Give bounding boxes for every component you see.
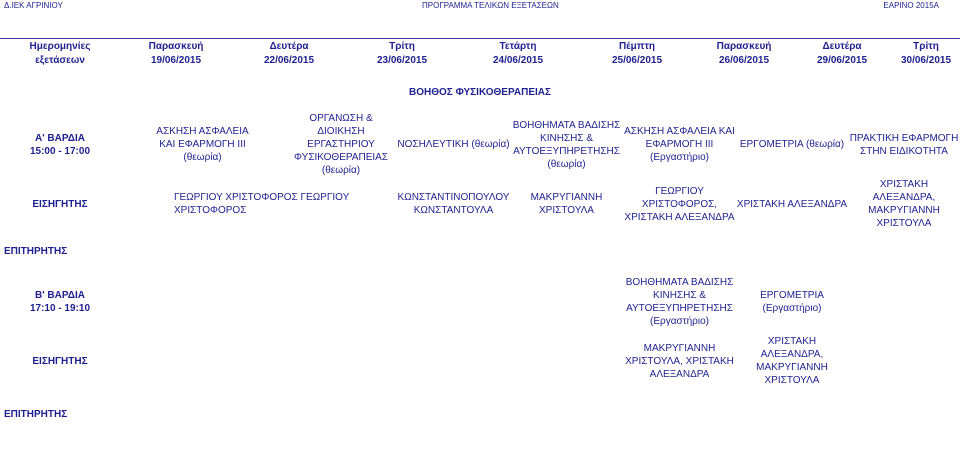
course-cell: ΠΡΑΚΤΙΚΗ ΕΦΑΡΜΟΓΗ ΣΤΗΝ ΕΙΔΙΚΟΤΗΤΑ xyxy=(849,132,959,157)
examiner-label: ΕΙΣΗΓΗΤΗΣ xyxy=(32,355,88,367)
date-col-2: Δευτέρα 22/06/2015 xyxy=(263,41,315,66)
supervisor-label: ΕΠΙΤΗΡΗΤΗΣ xyxy=(4,245,68,257)
examiner-cell: ΜΑΚΡΥΓΙΑΝΝΗ ΧΡΙΣΤΟΥΛΑ, ΧΡΙΣΤΑΚΗ ΑΛΕΞΑΝΔΡΑ xyxy=(625,342,734,380)
specialty-title: ΒΟΗΘΟΣ ΦΥΣΙΚΟΘΕΡΑΠΕΙΑΣ xyxy=(409,87,551,98)
document-title: ΠΡΟΓΡΑΜΜΑ ΤΕΛΙΚΩΝ ΕΞΕΤΑΣΕΩΝ xyxy=(422,1,559,10)
examiner-label: ΕΙΣΗΓΗΤΗΣ xyxy=(32,198,88,210)
semA-label: Α' ΒΑΡΔΙΑ 15:00 - 17:00 xyxy=(29,132,91,157)
date-col-4: Τετάρτη 24/06/2015 xyxy=(492,41,544,66)
examiner-cell: ΧΡΙΣΤΑΚΗ ΑΛΕΞΑΝΔΡΑ xyxy=(736,198,848,210)
date-col-1: Παρασκευή 19/06/2015 xyxy=(148,41,204,66)
supervisor-label: ΕΠΙΤΗΡΗΤΗΣ xyxy=(4,408,68,420)
semA-course-row xyxy=(0,112,960,177)
examiner-cell: ΜΑΚΡΥΓΙΑΝΝΗ ΧΡΙΣΤΟΥΛΑ xyxy=(530,192,603,216)
semester-label: ΕΑΡΙΝΟ 2015Α xyxy=(883,1,939,10)
examiner-cell: ΓΕΩΡΓΙΟΥ ΧΡΙΣΤΟΦΟΡΟΣ ΓΕΩΡΓΙΟΥ ΧΡΙΣΤΟΦΟΡΟΣ xyxy=(174,192,350,216)
date-col-8: Τρίτη 30/06/2015 xyxy=(900,41,952,66)
dates-header xyxy=(0,40,960,68)
semB-course-row xyxy=(0,271,960,333)
semB-examiner-row xyxy=(0,333,960,389)
course-cell: ΑΣΚΗΣΗ ΑΣΦΑΛΕΙΑ ΚΑΙ ΕΦΑΡΜΟΓΗ ΙΙΙ (Εργαστήριο) xyxy=(624,126,735,163)
course-cell: ΑΣΚΗΣΗ ΑΣΦΑΛΕΙΑ ΚΑΙ ΕΦΑΡΜΟΓΗ ΙΙΙ (θεωρία) xyxy=(156,126,249,163)
school-name: Δ.ΙΕΚ ΑΓΡΙΝΙΟΥ xyxy=(4,1,63,10)
examiner-cell: ΧΡΙΣΤΑΚΗ ΑΛΕΞΑΝΔΡΑ, ΜΑΚΡΥΓΙΑΝΝΗ ΧΡΙΣΤΟΥΛΑ xyxy=(868,179,940,229)
examiner-cell: ΧΡΙΣΤΑΚΗ ΑΛΕΞΑΝΔΡΑ, ΜΑΚΡΥΓΙΑΝΝΗ ΧΡΙΣΤΟΥΛΑ xyxy=(756,336,828,386)
date-col-5: Πέμπτη 25/06/2015 xyxy=(611,41,663,66)
semA-examiner-row xyxy=(0,177,960,231)
semB-supervisor-row xyxy=(0,389,960,439)
date-col-3: Τρίτη 23/06/2015 xyxy=(376,41,428,66)
course-cell: ΒΟΗΘΗΜΑΤΑ ΒΑΔΙΣΗΣ ΚΙΝΗΣΗΣ & ΑΥΤΟΕΞΥΠΗΡΕΤΗΣΗΣ (θεωρία) xyxy=(512,119,621,170)
course-cell: ΟΡΓΑΝΩΣΗ & ΔΙΟΙΚΗΣΗ ΕΡΓΑΣΤΗΡΙΟΥ ΦΥΣΙΚΟΘΕΡΑΠΕΙΑΣ (θεωρία) xyxy=(294,113,388,176)
course-cell: ΕΡΓΟΜΕΤΡΙΑ (Εργαστήριο) xyxy=(760,290,824,314)
date-col-7: Δευτέρα 29/06/2015 xyxy=(816,41,868,66)
semA-supervisor-row xyxy=(0,231,960,271)
header-top-rule xyxy=(0,38,960,39)
examiner-cell: ΓΕΩΡΓΙΟΥ ΧΡΙΣΤΟΦΟΡΟΣ, ΧΡΙΣΤΑΚΗ ΑΛΕΞΑΝΔΡΑ xyxy=(624,185,735,223)
dates-label: Ημερομηνίες εξετάσεων xyxy=(29,41,91,66)
course-cell: ΕΡΓΟΜΕΤΡΙΑ (θεωρία) xyxy=(739,139,845,150)
top-bar xyxy=(0,0,960,11)
course-cell: ΒΟΗΘΗΜΑΤΑ ΒΑΔΙΣΗΣ ΚΙΝΗΣΗΣ & ΑΥΤΟΕΞΥΠΗΡΕΤΗΣΗΣ (Εργαστήριο) xyxy=(625,277,734,327)
course-cell: ΝΟΣΗΛΕΥΤΙΚΗ (θεωρία) xyxy=(397,139,510,150)
examiner-cell: ΚΩΝΣΤΑΝΤΙΝΟΠΟΥΛΟΥ ΚΩΝΣΤΑΝΤΟΥΛΑ xyxy=(397,192,510,216)
semB-label: Β' ΒΑΡΔΙΑ 17:10 - 19:10 xyxy=(29,290,91,314)
exam-grid xyxy=(0,112,960,439)
date-col-6: Παρασκευή 26/06/2015 xyxy=(716,41,772,66)
